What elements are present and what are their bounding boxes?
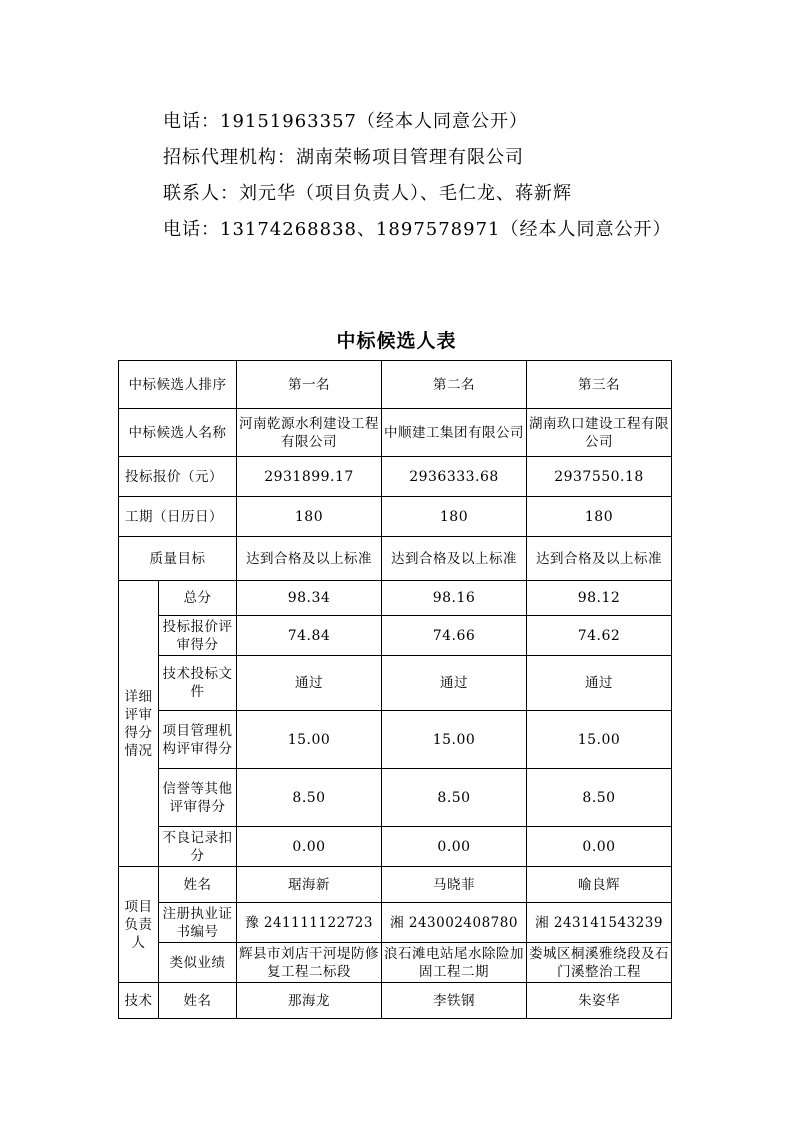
rank-2: 第二名 (382, 361, 527, 409)
agency-contacts: 联系人：刘元华（项目负责人）、毛仁龙、蒋新辉 (163, 183, 572, 204)
credit-1: 8.50 (237, 769, 382, 827)
table-row (119, 497, 672, 537)
pm-cert-1: 豫 241111122723 (237, 903, 382, 943)
pm-cert-2: 湘 243002408780 (382, 903, 527, 943)
period-1: 180 (237, 497, 382, 537)
tech-name-3: 朱姿华 (527, 983, 672, 1019)
tech-name-2: 李铁钢 (382, 983, 527, 1019)
tech-name-1: 那海龙 (237, 983, 382, 1019)
table-row (119, 867, 672, 903)
price-score-1: 74.84 (237, 616, 382, 656)
table-row (119, 711, 672, 769)
pm-perf-2: 浪石滩电站尾水除险加固工程二期 (382, 943, 527, 983)
table-row (119, 361, 672, 409)
tech-doc-label: 技术投标文件 (159, 656, 237, 711)
table-row (119, 409, 672, 457)
bad-record-label: 不良记录扣分 (159, 827, 237, 867)
quality-1: 达到合格及以上标准 (237, 537, 382, 581)
credit-2: 8.50 (382, 769, 527, 827)
agency-name: 招标代理机构：湖南荣畅项目管理有限公司 (163, 147, 524, 168)
table-row (119, 457, 672, 497)
bad-record-2: 0.00 (382, 827, 527, 867)
mgmt-1: 15.00 (237, 711, 382, 769)
pm-group-label: 项目负责人 (119, 867, 159, 983)
total-label: 总分 (159, 581, 237, 616)
table-row (119, 656, 672, 711)
pm-name-2: 马晓菲 (382, 867, 527, 903)
credit-3: 8.50 (527, 769, 672, 827)
mgmt-2: 15.00 (382, 711, 527, 769)
quality-label: 质量目标 (119, 537, 237, 581)
period-label: 工期（日历日） (119, 497, 237, 537)
pm-perf-label: 类似业绩 (159, 943, 237, 983)
table-row (119, 616, 672, 656)
pm-perf-1: 辉县市刘店干河堤防修复工程二标段 (237, 943, 382, 983)
tech-name-label: 姓名 (159, 983, 237, 1019)
pm-cert-label: 注册执业证书编号 (159, 903, 237, 943)
name-label: 中标候选人名称 (119, 409, 237, 457)
period-3: 180 (527, 497, 672, 537)
total-3: 98.12 (527, 581, 672, 616)
pm-perf-3: 娄城区桐溪雅绕段及石门溪整治工程 (527, 943, 672, 983)
period-2: 180 (382, 497, 527, 537)
tech-group-label: 技术 (119, 983, 159, 1019)
pm-name-3: 喻良辉 (527, 867, 672, 903)
bid-2: 2936333.68 (382, 457, 527, 497)
table-row (119, 827, 672, 867)
contact-block (163, 104, 672, 248)
pm-name-label: 姓名 (159, 867, 237, 903)
table-row (119, 983, 672, 1019)
bid-1: 2931899.17 (237, 457, 382, 497)
bad-record-3: 0.00 (527, 827, 672, 867)
table-row (119, 769, 672, 827)
credit-label: 信誉等其他评审得分 (159, 769, 237, 827)
table-title: 中标候选人表 (336, 330, 457, 352)
rank-label: 中标候选人排序 (119, 361, 237, 409)
table-row (119, 581, 672, 616)
quality-3: 达到合格及以上标准 (527, 537, 672, 581)
candidate-name-1: 河南乾源水利建设工程有限公司 (237, 409, 382, 457)
price-score-label: 投标报价评审得分 (159, 616, 237, 656)
rank-1: 第一名 (237, 361, 382, 409)
candidate-name-2: 中顺建工集团有限公司 (382, 409, 527, 457)
pm-name-1: 琚海新 (237, 867, 382, 903)
price-score-3: 74.62 (527, 616, 672, 656)
price-score-2: 74.66 (382, 616, 527, 656)
tech-doc-1: 通过 (237, 656, 382, 711)
bid-3: 2937550.18 (527, 457, 672, 497)
pm-cert-3: 湘 243141543239 (527, 903, 672, 943)
tenderer-phone: 电话：19151963357（经本人同意公开） (163, 111, 528, 132)
mgmt-label: 项目管理机构评审得分 (159, 711, 237, 769)
candidate-name-3: 湖南玖口建设工程有限公司 (527, 409, 672, 457)
detail-group-label: 详细评审得分情况 (119, 581, 159, 867)
mgmt-3: 15.00 (527, 711, 672, 769)
total-1: 98.34 (237, 581, 382, 616)
rank-3: 第三名 (527, 361, 672, 409)
tech-doc-3: 通过 (527, 656, 672, 711)
candidate-table (118, 360, 672, 1019)
quality-2: 达到合格及以上标准 (382, 537, 527, 581)
table-row (119, 943, 672, 983)
table-row (119, 537, 672, 581)
bad-record-1: 0.00 (237, 827, 382, 867)
agency-phone: 电话：13174268838、18975789​71（经本人同意公开） (163, 219, 672, 240)
total-2: 98.16 (382, 581, 527, 616)
table-row (119, 903, 672, 943)
bid-label: 投标报价（元） (119, 457, 237, 497)
tech-doc-2: 通过 (382, 656, 527, 711)
